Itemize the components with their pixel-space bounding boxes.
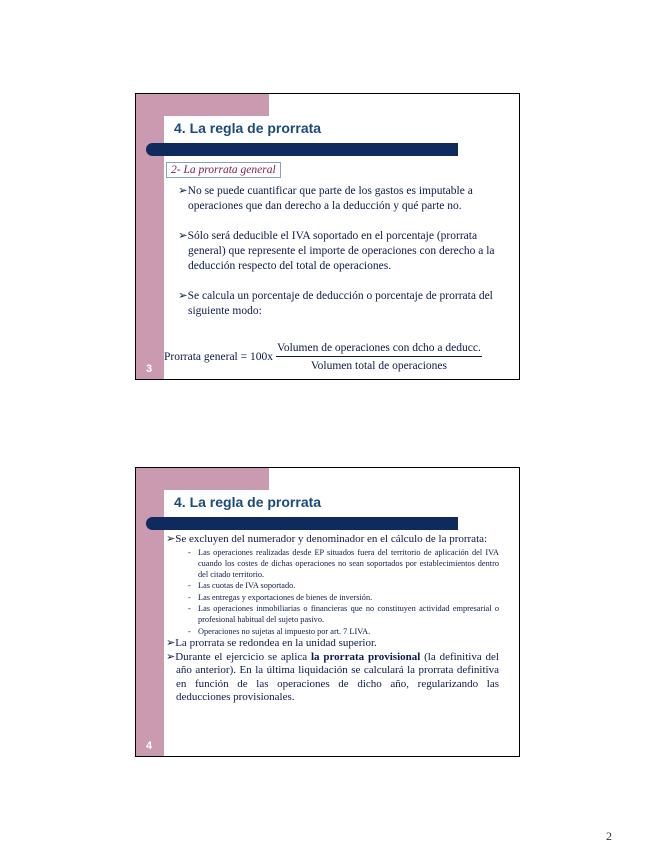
formula-lhs: Prorrata general = 100x bbox=[164, 351, 273, 363]
slide-sidebar bbox=[136, 94, 164, 379]
sub-list-item: - Operaciones no sujetas al impuesto por art. 7 LIVA. bbox=[188, 626, 499, 637]
slide-top-block bbox=[136, 468, 269, 490]
title-bar bbox=[146, 143, 458, 156]
sub-list-item: - Las operaciones realizadas desde EP situados fuera del territorio de aplicación del IVA cuando los costes de dichas operaciones no sean soportados por establecimientos dentro del citado territorio. bbox=[188, 547, 499, 581]
slide-number: 3 bbox=[146, 363, 153, 375]
bullet-item: ➢No se puede cuantificar que parte de los gastos es imputable a operaciones que dan derecho a la deducción y qué parte no. bbox=[178, 185, 473, 212]
slide-title: 4. La regla de prorrata bbox=[174, 120, 322, 136]
title-bar bbox=[146, 517, 458, 530]
sub-list-item: - Las operaciones inmobiliarias o financieras que no constituyen actividad empresarial o profesional habitual del sujeto pasivo. bbox=[188, 603, 499, 626]
slide-4 bbox=[135, 467, 520, 757]
bullet-text: (la definitiva del año anterior). En la última liquidación se calculará la prorrata definitiva en función de las operaciones de dicho año, regularizando las deducciones provisionales. bbox=[176, 650, 499, 704]
bullet-item: ➢Se calcula un porcentaje de deducción o porcentaje de prorrata del siguiente modo: bbox=[178, 290, 493, 317]
prorrata-formula bbox=[164, 342, 482, 372]
sub-list-item: - Las cuotas de IVA soportado. bbox=[188, 580, 499, 591]
slide-3 bbox=[135, 93, 520, 380]
slide-subtitle: 2- La prorrata general bbox=[166, 162, 281, 178]
slide-sidebar bbox=[136, 468, 164, 756]
bullet-text: ➢Durante el ejercicio se aplica bbox=[166, 650, 311, 663]
bullet-list bbox=[166, 533, 499, 705]
page-number: 2 bbox=[606, 829, 612, 843]
slide-top-block bbox=[136, 94, 269, 116]
slide-number: 4 bbox=[146, 740, 153, 752]
sub-list bbox=[166, 547, 499, 637]
bullet-item: ➢Sólo será deducible el IVA soportado en el porcentaje (prorrata general) que represente el importe de operaciones con derecho a la deducción respecto del total de operaciones. bbox=[178, 230, 495, 272]
formula-denominator: Volumen total de operaciones bbox=[310, 360, 447, 372]
bullet-item bbox=[166, 651, 499, 705]
slide-title: 4. La regla de prorrata bbox=[174, 494, 322, 510]
bullet-item: ➢Se excluyen del numerador y denominador en el cálculo de la prorrata: bbox=[166, 533, 488, 545]
sub-list-item: - Las entregas y exportaciones de bienes de inversión. bbox=[188, 592, 499, 603]
bullet-list bbox=[178, 184, 513, 334]
formula-numerator: Volumen de operaciones con dcho a deducc. bbox=[276, 342, 482, 357]
formula-fraction bbox=[276, 342, 482, 372]
bullet-emphasis: la prorrata provisional bbox=[311, 650, 421, 663]
bullet-item: ➢La prorrata se redondea en la unidad superior. bbox=[166, 636, 377, 649]
